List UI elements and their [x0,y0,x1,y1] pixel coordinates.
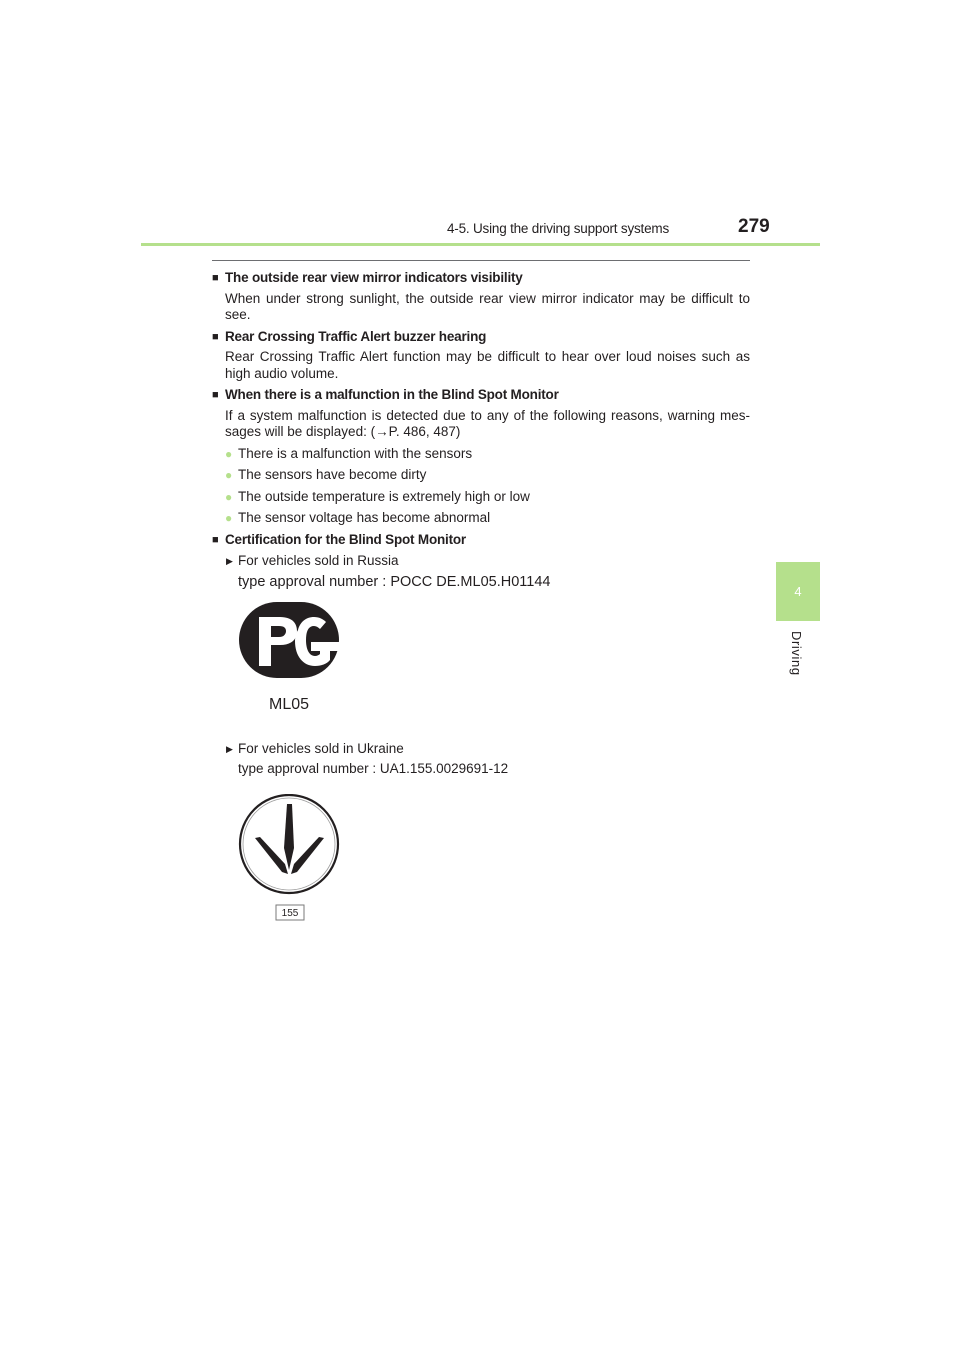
section-body: If a system malfunction is detected due to any of the following reasons, warning mes-sages will be displayed: (→P. 486, 487) [225,407,750,439]
section-heading: ■ Certification for the Blind Spot Monitor [212,531,466,547]
list-item: ● There is a malfunction with the sensors [225,445,473,461]
circle-bullet-icon: ● [225,468,233,482]
section-body: Rear Crossing Traffic Alert function may be difficult to hear over loud noises such as high audio volume. [225,349,750,381]
chapter-tab-number: 4 [794,584,802,599]
mark-number-box [276,905,304,920]
section-heading: ■ Rear Crossing Traffic Alert buzzer hearing [212,328,487,344]
ukraine-trident-mark-icon [238,794,342,924]
section-title: 4-5. Using the driving support systems [447,221,669,236]
mark-caption: ML05 [268,696,310,713]
chapter-tab[interactable] [776,562,820,621]
ukraine-certification-mark [238,794,750,929]
list-item: ● The sensor voltage has become abnormal [225,510,491,525]
page-number: 279 [738,216,770,237]
ukraine-label: ▶ For vehicles sold in Ukraine [226,740,404,756]
mark-caption: 155 [281,907,299,919]
circle-bullet-icon: ● [225,511,233,525]
list-item: ● The outside temperature is extremely high or low [225,488,530,504]
square-bullet-icon: ■ [212,533,219,546]
triangle-arrow-icon: ▶ [226,556,233,566]
section-heading: ■ The outside rear view mirror indicators visibility [212,270,523,285]
chapter-tab-label: Driving [789,631,804,676]
ukraine-approval-number: type approval number : UA1.155.0029691-12 [238,761,509,776]
page-content [212,270,750,928]
russia-label: ▶ For vehicles sold in Russia [226,553,399,568]
russia-certification-mark [238,600,750,721]
circle-bullet-icon: ● [225,446,233,461]
square-bullet-icon: ■ [212,389,219,401]
pct-certification-icon [238,600,342,716]
square-bullet-icon: ■ [212,272,219,284]
triangle-arrow-icon: ▶ [226,743,233,754]
section-heading: ■ When there is a malfunction in the Blind Spot Monitor [212,387,559,402]
content-rule [212,260,750,261]
square-bullet-icon: ■ [212,330,219,343]
section-body: When under strong sunlight, the outside rear view mirror indicator may be difficult to see. [225,290,750,322]
russia-approval-number: type approval number : POCC DE.ML05.H01144 [238,573,551,590]
header-rule [141,243,820,246]
list-item: ● The sensors have become dirty [225,467,427,482]
circle-bullet-icon: ● [225,489,233,504]
